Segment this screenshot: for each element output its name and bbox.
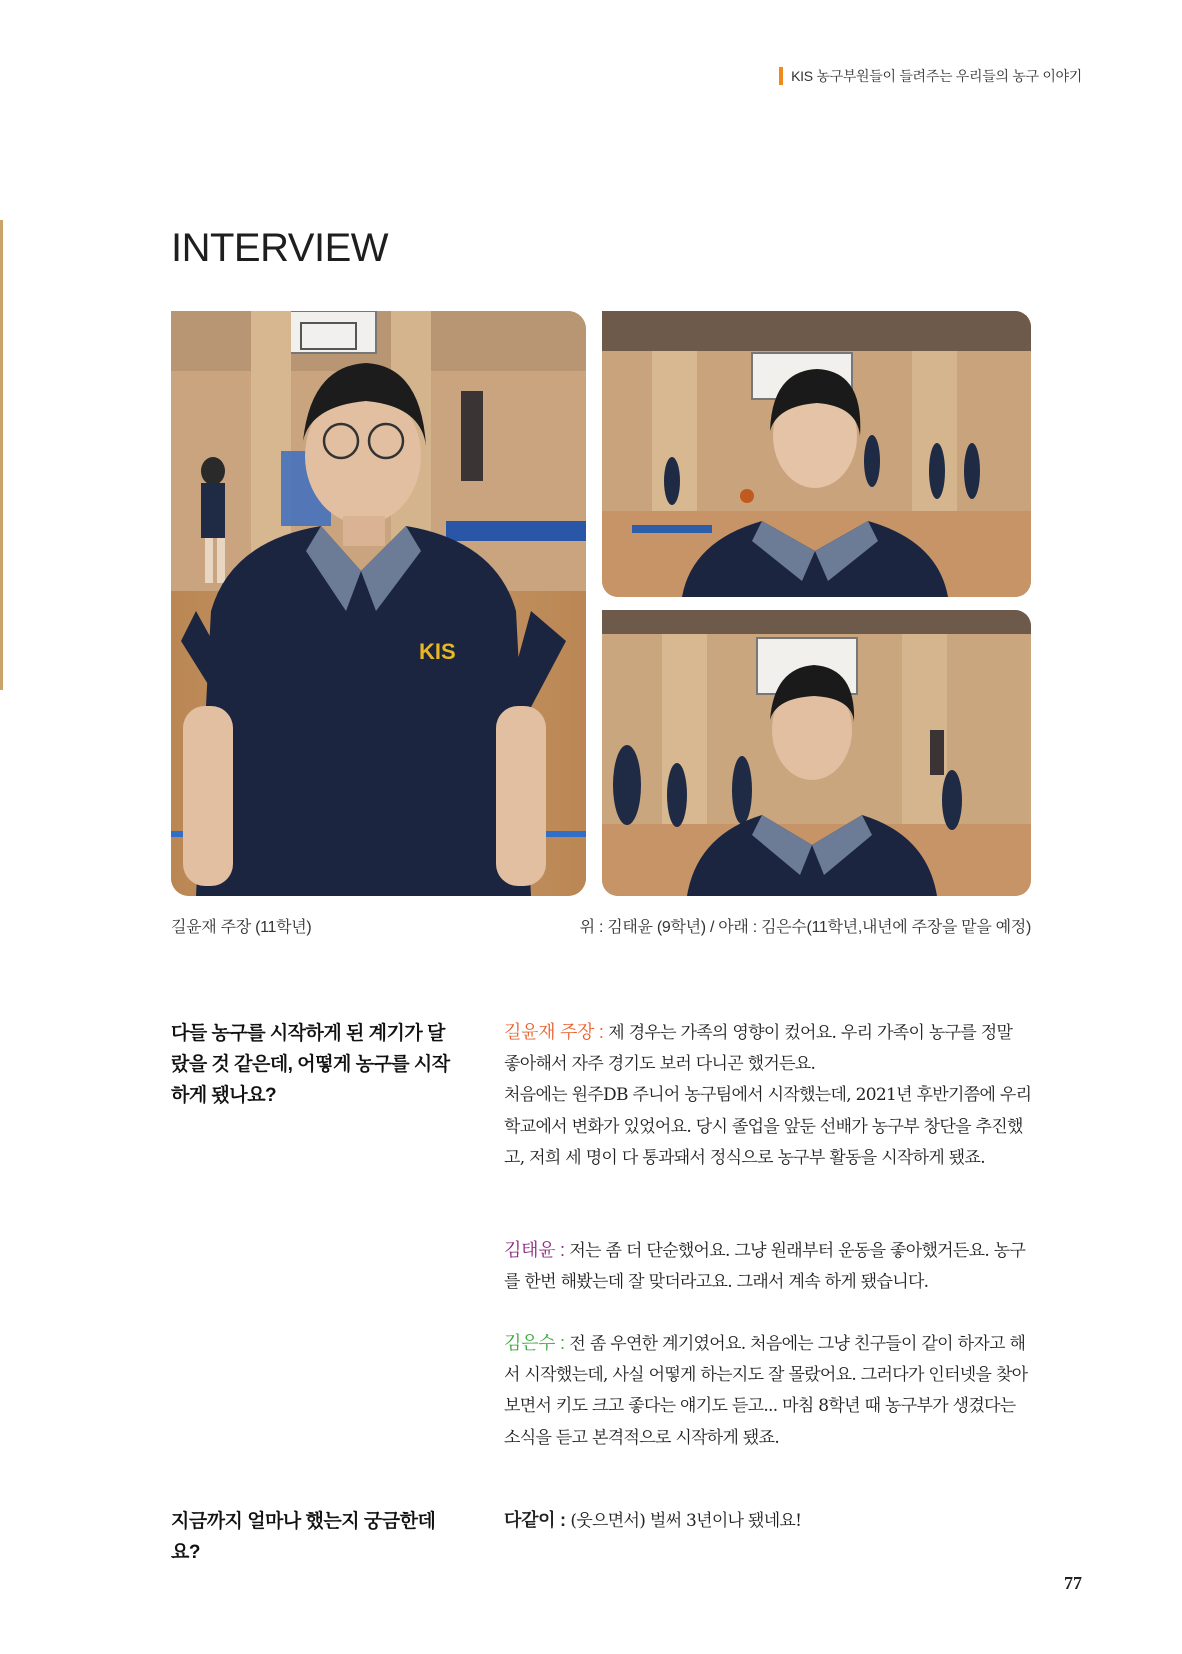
photo-caption-right: 위 : 김태윤 (9학년) / 아래 : 김은수(11학년,내년에 주장을 맡을 예정) bbox=[579, 919, 1031, 936]
answer-taeyun bbox=[504, 1235, 1032, 1298]
answer-text: 저는 좀 더 단순했어요. 그냥 원래부터 운동을 좋아했거든요. 농구를 한번 해봤는데 잘 맞더라고요. 그래서 계속 하게 됐습니다. bbox=[504, 1241, 1026, 1293]
section-title: INTERVIEW bbox=[171, 226, 389, 270]
speaker-label: 김태윤 : bbox=[504, 1240, 565, 1260]
speaker-label: 김은수 : bbox=[504, 1333, 565, 1353]
answer-text: 제 경우는 가족의 영향이 컸어요. 우리 가족이 농구를 정말 좋아해서 자주 경기도 보러 다니곤 했거든요. bbox=[504, 1023, 1013, 1075]
question-1: 다들 농구를 시작하게 된 계기가 달랐을 것 같은데, 어떻게 농구를 시작하게 됐나요? bbox=[171, 1023, 450, 1106]
photo-caption-left: 길윤재 주장 (11학년) bbox=[171, 919, 312, 936]
answer-eunsu bbox=[504, 1328, 1032, 1454]
answer-all bbox=[504, 1505, 1032, 1537]
speaker-label: 다같이 : bbox=[504, 1510, 566, 1530]
answer-captain-line1 bbox=[504, 1017, 1032, 1080]
page-number: 77 bbox=[1064, 1573, 1082, 1593]
svg-text:KIS: KIS bbox=[419, 639, 456, 664]
photo-taeyun-image bbox=[602, 311, 1031, 597]
photo-taeyun bbox=[602, 311, 1031, 597]
photo-captain-image bbox=[171, 311, 586, 896]
answer-text: (웃으면서) 벌써 3년이나 됐네요! bbox=[570, 1511, 802, 1531]
running-header bbox=[779, 66, 1082, 86]
answer-text-continued: 처음에는 원주DB 주니어 농구팀에서 시작했는데, 2021년 후반기쯤에 우리 학교에서 변화가 있었어요. 당시 졸업을 앞둔 선배가 농구부 창단을 추진했고, 저희 세 명이 다 통과돼서 정식으로 농구부 활동을 시작하게 됐죠. bbox=[504, 1085, 1032, 1168]
answer-text: 전 좀 우연한 계기였어요. 처음에는 그냥 친구들이 같이 하자고 해서 시작했는데, 사실 어떻게 하는지도 잘 몰랐어요. 그러다가 인터넷을 찾아보면서 키도 크고 좋다는 얘기도 듣고... 마침 8학년 때 농구부가 생겼다는 소식을 듣고 본격적으로 시작하게 됐죠. bbox=[504, 1334, 1028, 1448]
left-margin-rule bbox=[0, 220, 3, 690]
answer-captain bbox=[504, 1017, 1032, 1174]
photo-eunsu-image bbox=[602, 610, 1031, 896]
speaker-label: 길윤재 주장 : bbox=[504, 1022, 604, 1042]
photo-eunsu bbox=[602, 610, 1031, 896]
running-title: KIS 농구부원들이 들려주는 우리들의 농구 이야기 bbox=[791, 68, 1082, 84]
photo-captain bbox=[171, 311, 586, 896]
question-2: 지금까지 얼마나 했는지 궁금한데요? bbox=[171, 1511, 436, 1563]
header-accent-bar bbox=[779, 67, 783, 85]
